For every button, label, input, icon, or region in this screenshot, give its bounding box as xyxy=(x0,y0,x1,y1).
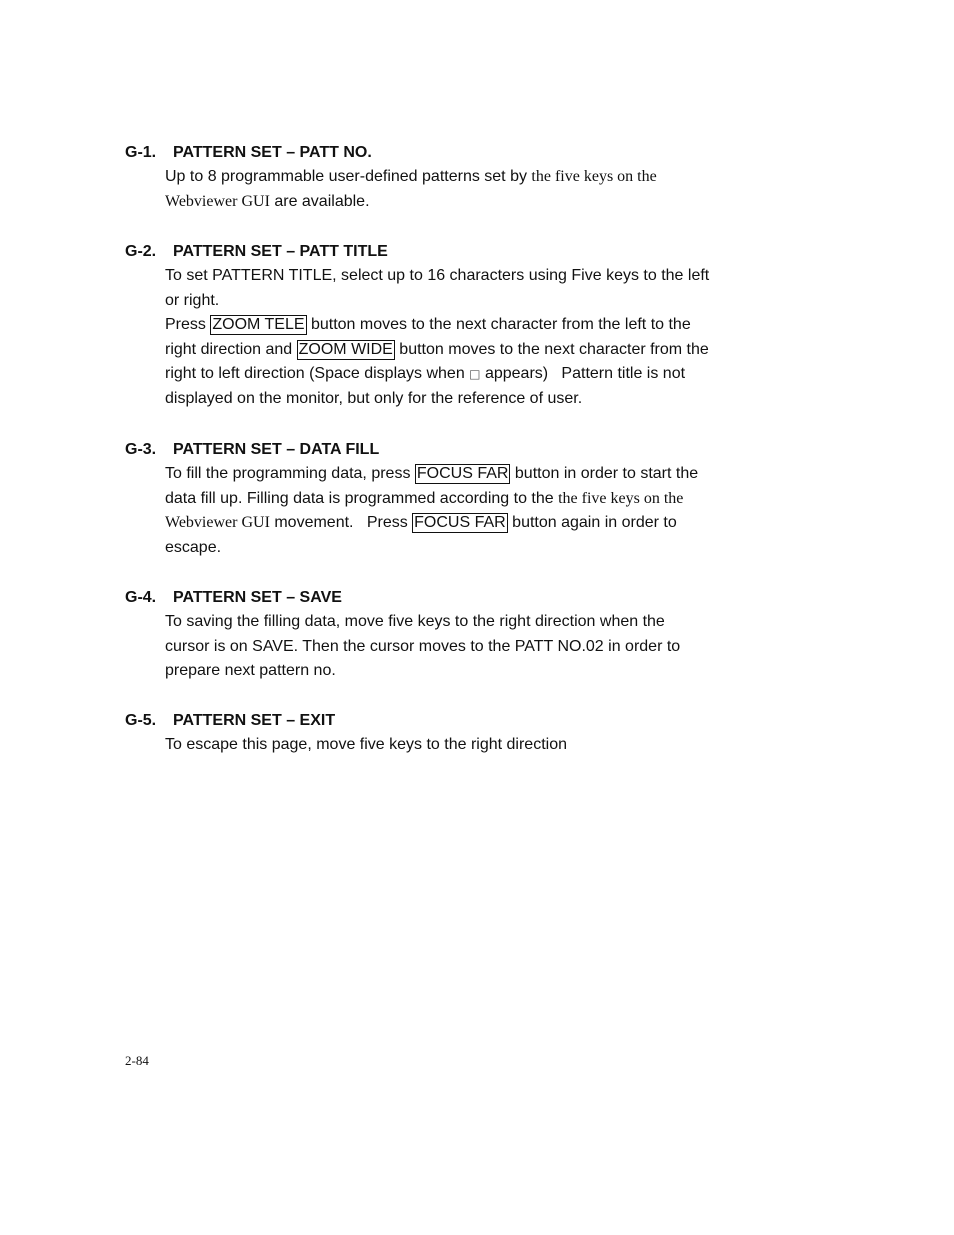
empty-box-icon: □ xyxy=(469,367,481,381)
text-run-serif: the five keys on the Webviewer GUI xyxy=(165,489,684,531)
zoom-wide-key-label: ZOOM WIDE xyxy=(298,340,393,358)
section-g4 xyxy=(125,586,725,684)
text-run: button moves to the next character from the right to left direction (Space displays when xyxy=(165,340,709,382)
section-body xyxy=(165,733,710,758)
section-g2 xyxy=(125,240,725,411)
section-heading xyxy=(125,141,725,165)
page-number: 2-84 xyxy=(125,1053,149,1068)
text-run: button again in order to escape. xyxy=(165,514,677,556)
section-number: G-2. xyxy=(125,243,157,260)
text-run: appears) Pattern title is not displayed on the monitor, but only for the reference of user. xyxy=(165,365,686,407)
section-number: G-3. xyxy=(125,441,157,458)
section-g1 xyxy=(125,141,725,214)
section-title: PATTERN SET – SAVE xyxy=(173,589,342,606)
section-title: PATTERN SET – PATT TITLE xyxy=(173,243,388,260)
paragraph: To set PATTERN TITLE, select up to 16 characters using Five keys to the left or right. xyxy=(165,267,710,309)
paragraph xyxy=(165,313,710,411)
text-run: Up to 8 programmable user-defined patterns set by xyxy=(165,168,532,185)
section-heading xyxy=(125,709,725,733)
text-run: button in order to start the data fill up. Filling data is programmed according to the xyxy=(165,465,699,507)
text-run: To fill the programming data, press xyxy=(165,465,415,482)
section-heading xyxy=(125,586,725,610)
text-run: Press xyxy=(165,316,211,333)
section-heading xyxy=(125,240,725,264)
section-title: PATTERN SET – PATT NO. xyxy=(173,144,372,161)
section-g3 xyxy=(125,438,725,560)
text-run: To escape this page, move five keys to the right direction xyxy=(165,736,567,753)
text-run-serif: the five keys on the Webviewer GUI xyxy=(165,168,657,210)
section-number: G-4. xyxy=(125,589,157,606)
focus-far-key-label: FOCUS FAR xyxy=(414,514,506,531)
section-body xyxy=(165,462,710,560)
section-title: PATTERN SET – DATA FILL xyxy=(173,441,380,458)
section-body xyxy=(165,610,710,684)
section-number: G-1. xyxy=(125,144,157,161)
section-g5 xyxy=(125,709,725,758)
text-run: movement. Press xyxy=(269,514,413,531)
text-run: button moves to the next character from the left to the right direction and xyxy=(165,316,691,358)
section-body xyxy=(165,264,710,411)
section-number: G-5. xyxy=(125,712,157,729)
text-run: To saving the filling data, move five keys to the right direction when the cursor is on SAVE. Then the cursor moves to the PATT NO.02 in order to prepare next pattern no. xyxy=(165,613,681,679)
zoom-tele-key-label: ZOOM TELE xyxy=(212,316,305,333)
text-run: are available. xyxy=(269,192,370,210)
section-heading xyxy=(125,438,725,462)
focus-far-key-label: FOCUS FAR xyxy=(416,465,509,482)
section-title: PATTERN SET – EXIT xyxy=(173,712,336,729)
section-body xyxy=(165,165,710,214)
